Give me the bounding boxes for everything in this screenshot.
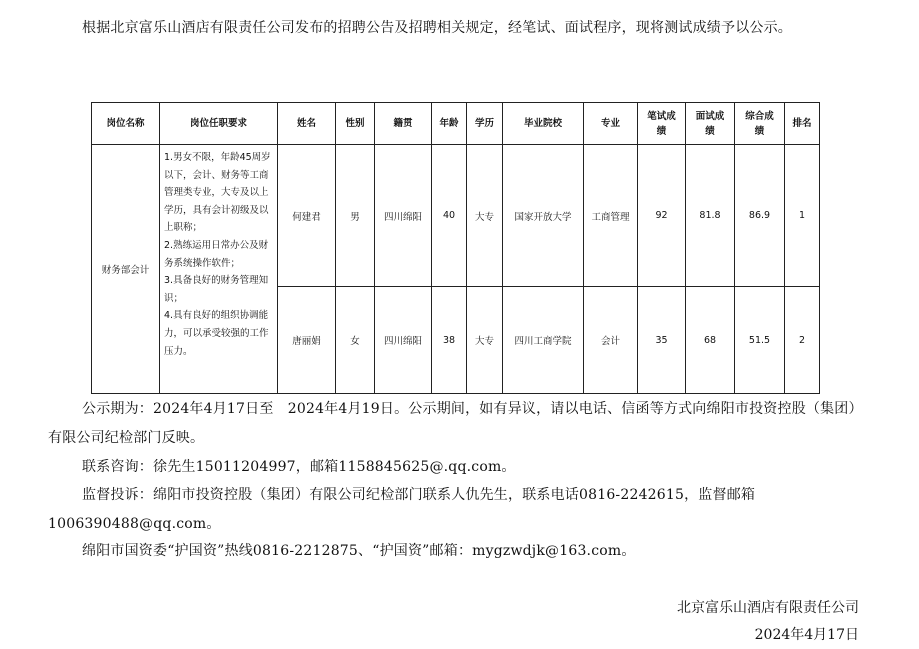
interview-score-cell: 68 [686,287,735,394]
position-cell: 财务部会计 [92,145,160,394]
major-cell: 会计 [584,287,638,394]
hotline-info: 绵阳市国资委“护国资”热线0816-2212875、“护国资”邮箱：mygzwdjk@163.com。 [82,543,636,559]
total-score-cell: 51.5 [735,287,785,394]
intro-paragraph: 根据北京富乐山酒店有限责任公司发布的招聘公告及招聘相关规定，经笔试、面试程序，现将测试成绩予以公示。 [82,20,792,36]
header-cell: 姓名 [278,103,336,145]
written-score-cell: 35 [638,287,686,394]
contact-info: 联系咨询：徐先生15011204997，邮箱1158845625@.qq.com。 [82,459,516,475]
rank-cell: 2 [785,287,820,394]
school-cell: 国家开放大学 [503,145,584,287]
header-cell: 专业 [584,103,638,145]
header-cell: 学历 [467,103,503,145]
signature-company: 北京富乐山酒店有限责任公司 [677,600,859,616]
school-cell: 四川工商学院 [503,287,584,394]
gender-cell: 女 [336,287,375,394]
interview-score-cell: 81.8 [686,145,735,287]
origin-cell: 四川绵阳 [375,145,432,287]
header-cell: 面试成绩 [686,103,735,145]
requirement-item: 1.男女不限，年龄45周岁以下，会计、财务等工商管理类专业，大专及以上学历，具有会计初级及以上职称； [164,152,271,234]
table-header-row [92,103,820,145]
rank-cell: 1 [785,145,820,287]
name-cell: 何建君 [278,145,336,287]
header-cell: 岗位任职要求 [160,103,278,145]
complaint-info: 监督投诉：绵阳市投资控股（集团）有限公司纪检部门联系人仇先生，联系电话0816-2242615，监督邮箱1006390488@qq.com。 [48,487,756,532]
header-cell: 性别 [336,103,375,145]
header-cell: 年龄 [432,103,467,145]
major-cell: 工商管理 [584,145,638,287]
header-cell: 综合成绩 [735,103,785,145]
education-cell: 大专 [467,287,503,394]
total-score-cell: 86.9 [735,145,785,287]
gender-cell: 男 [336,145,375,287]
header-cell: 排名 [785,103,820,145]
requirement-item: 3.具备良好的财务管理知识； [164,275,269,304]
header-cell: 笔试成绩 [638,103,686,145]
age-cell: 38 [432,287,467,394]
age-cell: 40 [432,145,467,287]
results-table [91,102,820,394]
header-cell: 籍贯 [375,103,432,145]
name-cell: 唐丽娟 [278,287,336,394]
requirements-cell [160,145,278,394]
header-cell: 岗位名称 [92,103,160,145]
written-score-cell: 92 [638,145,686,287]
requirement-item: 2.熟练运用日常办公及财务系统操作软件； [164,239,269,269]
header-cell: 毕业院校 [503,103,584,145]
signature-date: 2024年4月17日 [754,627,859,643]
requirement-item: 4.具有良好的组织协调能力，可以承受较强的工作压力。 [164,310,269,357]
table-row [92,145,820,287]
education-cell: 大专 [467,145,503,287]
origin-cell: 四川绵阳 [375,287,432,394]
notice-period: 公示期为：2024年4月17日至 2024年4月19日。公示期间，如有异议，请以电话、信函等方式向绵阳市投资控股（集团）有限公司纪检部门反映。 [48,401,863,446]
